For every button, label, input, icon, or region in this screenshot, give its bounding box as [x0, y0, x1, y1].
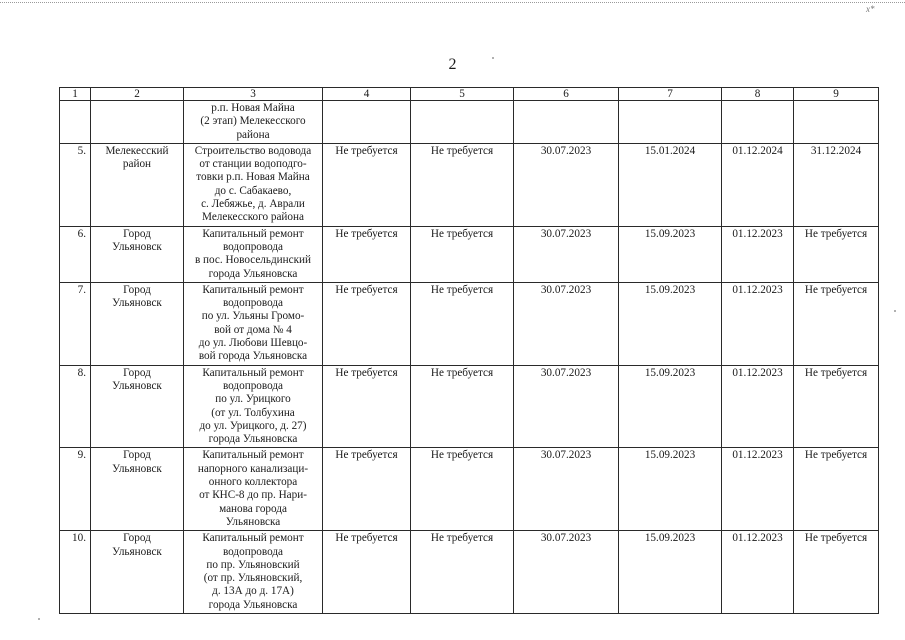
scan-speck: [894, 310, 896, 312]
date-cell: Не требуется: [794, 531, 879, 614]
approval-cell: [411, 101, 514, 144]
column-header: 4: [323, 88, 411, 101]
date-cell: 30.07.2023: [514, 531, 619, 614]
table-row: [60, 448, 879, 531]
row-number: 6.: [60, 226, 91, 282]
column-header: 6: [514, 88, 619, 101]
date-cell: 15.09.2023: [619, 448, 722, 531]
region-cell: Город Ульяновск: [91, 365, 184, 448]
date-cell: 30.07.2023: [514, 226, 619, 282]
date-cell: Не требуется: [794, 448, 879, 531]
column-header: 3: [184, 88, 323, 101]
date-cell: 01.12.2023: [722, 365, 794, 448]
date-cell: 30.07.2023: [514, 365, 619, 448]
column-header: 2: [91, 88, 184, 101]
date-cell: 01.12.2023: [722, 531, 794, 614]
object-cell: Капитальный ремонт водопровода в пос. Новосельдинский города Ульяновска: [184, 226, 323, 282]
column-header: 1: [60, 88, 91, 101]
table-row: [60, 282, 879, 365]
date-cell: [794, 101, 879, 144]
page-number: 2: [448, 56, 457, 73]
object-cell: Капитальный ремонт водопровода по пр. Ульяновский (от пр. Ульяновский, д. 13А до д. 17А) города Ульяновска: [184, 531, 323, 614]
date-cell: 01.12.2024: [722, 143, 794, 226]
approval-cell: Не требуется: [411, 282, 514, 365]
approval-cell: Не требуется: [411, 365, 514, 448]
expertise-cell: Не требуется: [323, 448, 411, 531]
column-header: 8: [722, 88, 794, 101]
region-cell: Город Ульяновск: [91, 282, 184, 365]
date-cell: 15.09.2023: [619, 226, 722, 282]
object-cell: Капитальный ремонт водопровода по ул. Урицкого (от ул. Толбухина до ул. Урицкого, д. 27) города Ульяновска: [184, 365, 323, 448]
approval-cell: Не требуется: [411, 143, 514, 226]
date-cell: 15.09.2023: [619, 531, 722, 614]
date-cell: Не требуется: [794, 226, 879, 282]
row-number: 8.: [60, 365, 91, 448]
date-cell: 30.07.2023: [514, 143, 619, 226]
date-cell: Не требуется: [794, 282, 879, 365]
region-cell: Город Ульяновск: [91, 448, 184, 531]
row-number: 5.: [60, 143, 91, 226]
table-row: [60, 531, 879, 614]
approval-cell: Не требуется: [411, 531, 514, 614]
date-cell: 15.01.2024: [619, 143, 722, 226]
expertise-cell: Не требуется: [323, 226, 411, 282]
object-cell: р.п. Новая Майна (2 этап) Мелекесского района: [184, 101, 323, 144]
expertise-cell: Не требуется: [323, 531, 411, 614]
date-cell: Не требуется: [794, 365, 879, 448]
object-cell: Капитальный ремонт водопровода по ул. Ульяны Громо- вой от дома № 4 до ул. Любови Шевцо- вой города Ульяновска: [184, 282, 323, 365]
date-cell: 01.12.2023: [722, 282, 794, 365]
corner-mark: x*: [866, 4, 875, 14]
column-header: 7: [619, 88, 722, 101]
region-cell: Город Ульяновск: [91, 531, 184, 614]
date-cell: 01.12.2023: [722, 448, 794, 531]
date-cell: 31.12.2024: [794, 143, 879, 226]
row-number: 10.: [60, 531, 91, 614]
date-cell: [514, 101, 619, 144]
table-row: [60, 143, 879, 226]
column-header: 9: [794, 88, 879, 101]
table-row: [60, 101, 879, 144]
date-cell: 30.07.2023: [514, 448, 619, 531]
date-cell: 30.07.2023: [514, 282, 619, 365]
table-row: [60, 226, 879, 282]
scan-speck: [492, 57, 494, 59]
region-cell: Мелекесский район: [91, 143, 184, 226]
date-cell: 15.09.2023: [619, 365, 722, 448]
row-number: [60, 101, 91, 144]
date-cell: 15.09.2023: [619, 282, 722, 365]
object-cell: Строительство водовода от станции водоподго- товки р.п. Новая Майна до с. Сабакаево, с. Лебяжье, д. Аврали Мелекесского района: [184, 143, 323, 226]
expertise-cell: Не требуется: [323, 143, 411, 226]
scan-top-edge: [0, 2, 905, 5]
approval-cell: Не требуется: [411, 226, 514, 282]
row-number: 7.: [60, 282, 91, 365]
date-cell: [722, 101, 794, 144]
approval-cell: Не требуется: [411, 448, 514, 531]
date-cell: [619, 101, 722, 144]
region-cell: Город Ульяновск: [91, 226, 184, 282]
column-header: 5: [411, 88, 514, 101]
expertise-cell: Не требуется: [323, 282, 411, 365]
expertise-cell: [323, 101, 411, 144]
expertise-cell: Не требуется: [323, 365, 411, 448]
scan-speck: [38, 618, 40, 620]
object-cell: Капитальный ремонт напорного канализаци- онного коллектора от КНС-8 до пр. Нари- манова города Ульяновска: [184, 448, 323, 531]
date-cell: 01.12.2023: [722, 226, 794, 282]
row-number: 9.: [60, 448, 91, 531]
schedule-table: [59, 87, 879, 614]
header-row: [60, 88, 879, 101]
region-cell: [91, 101, 184, 144]
table-row: [60, 365, 879, 448]
